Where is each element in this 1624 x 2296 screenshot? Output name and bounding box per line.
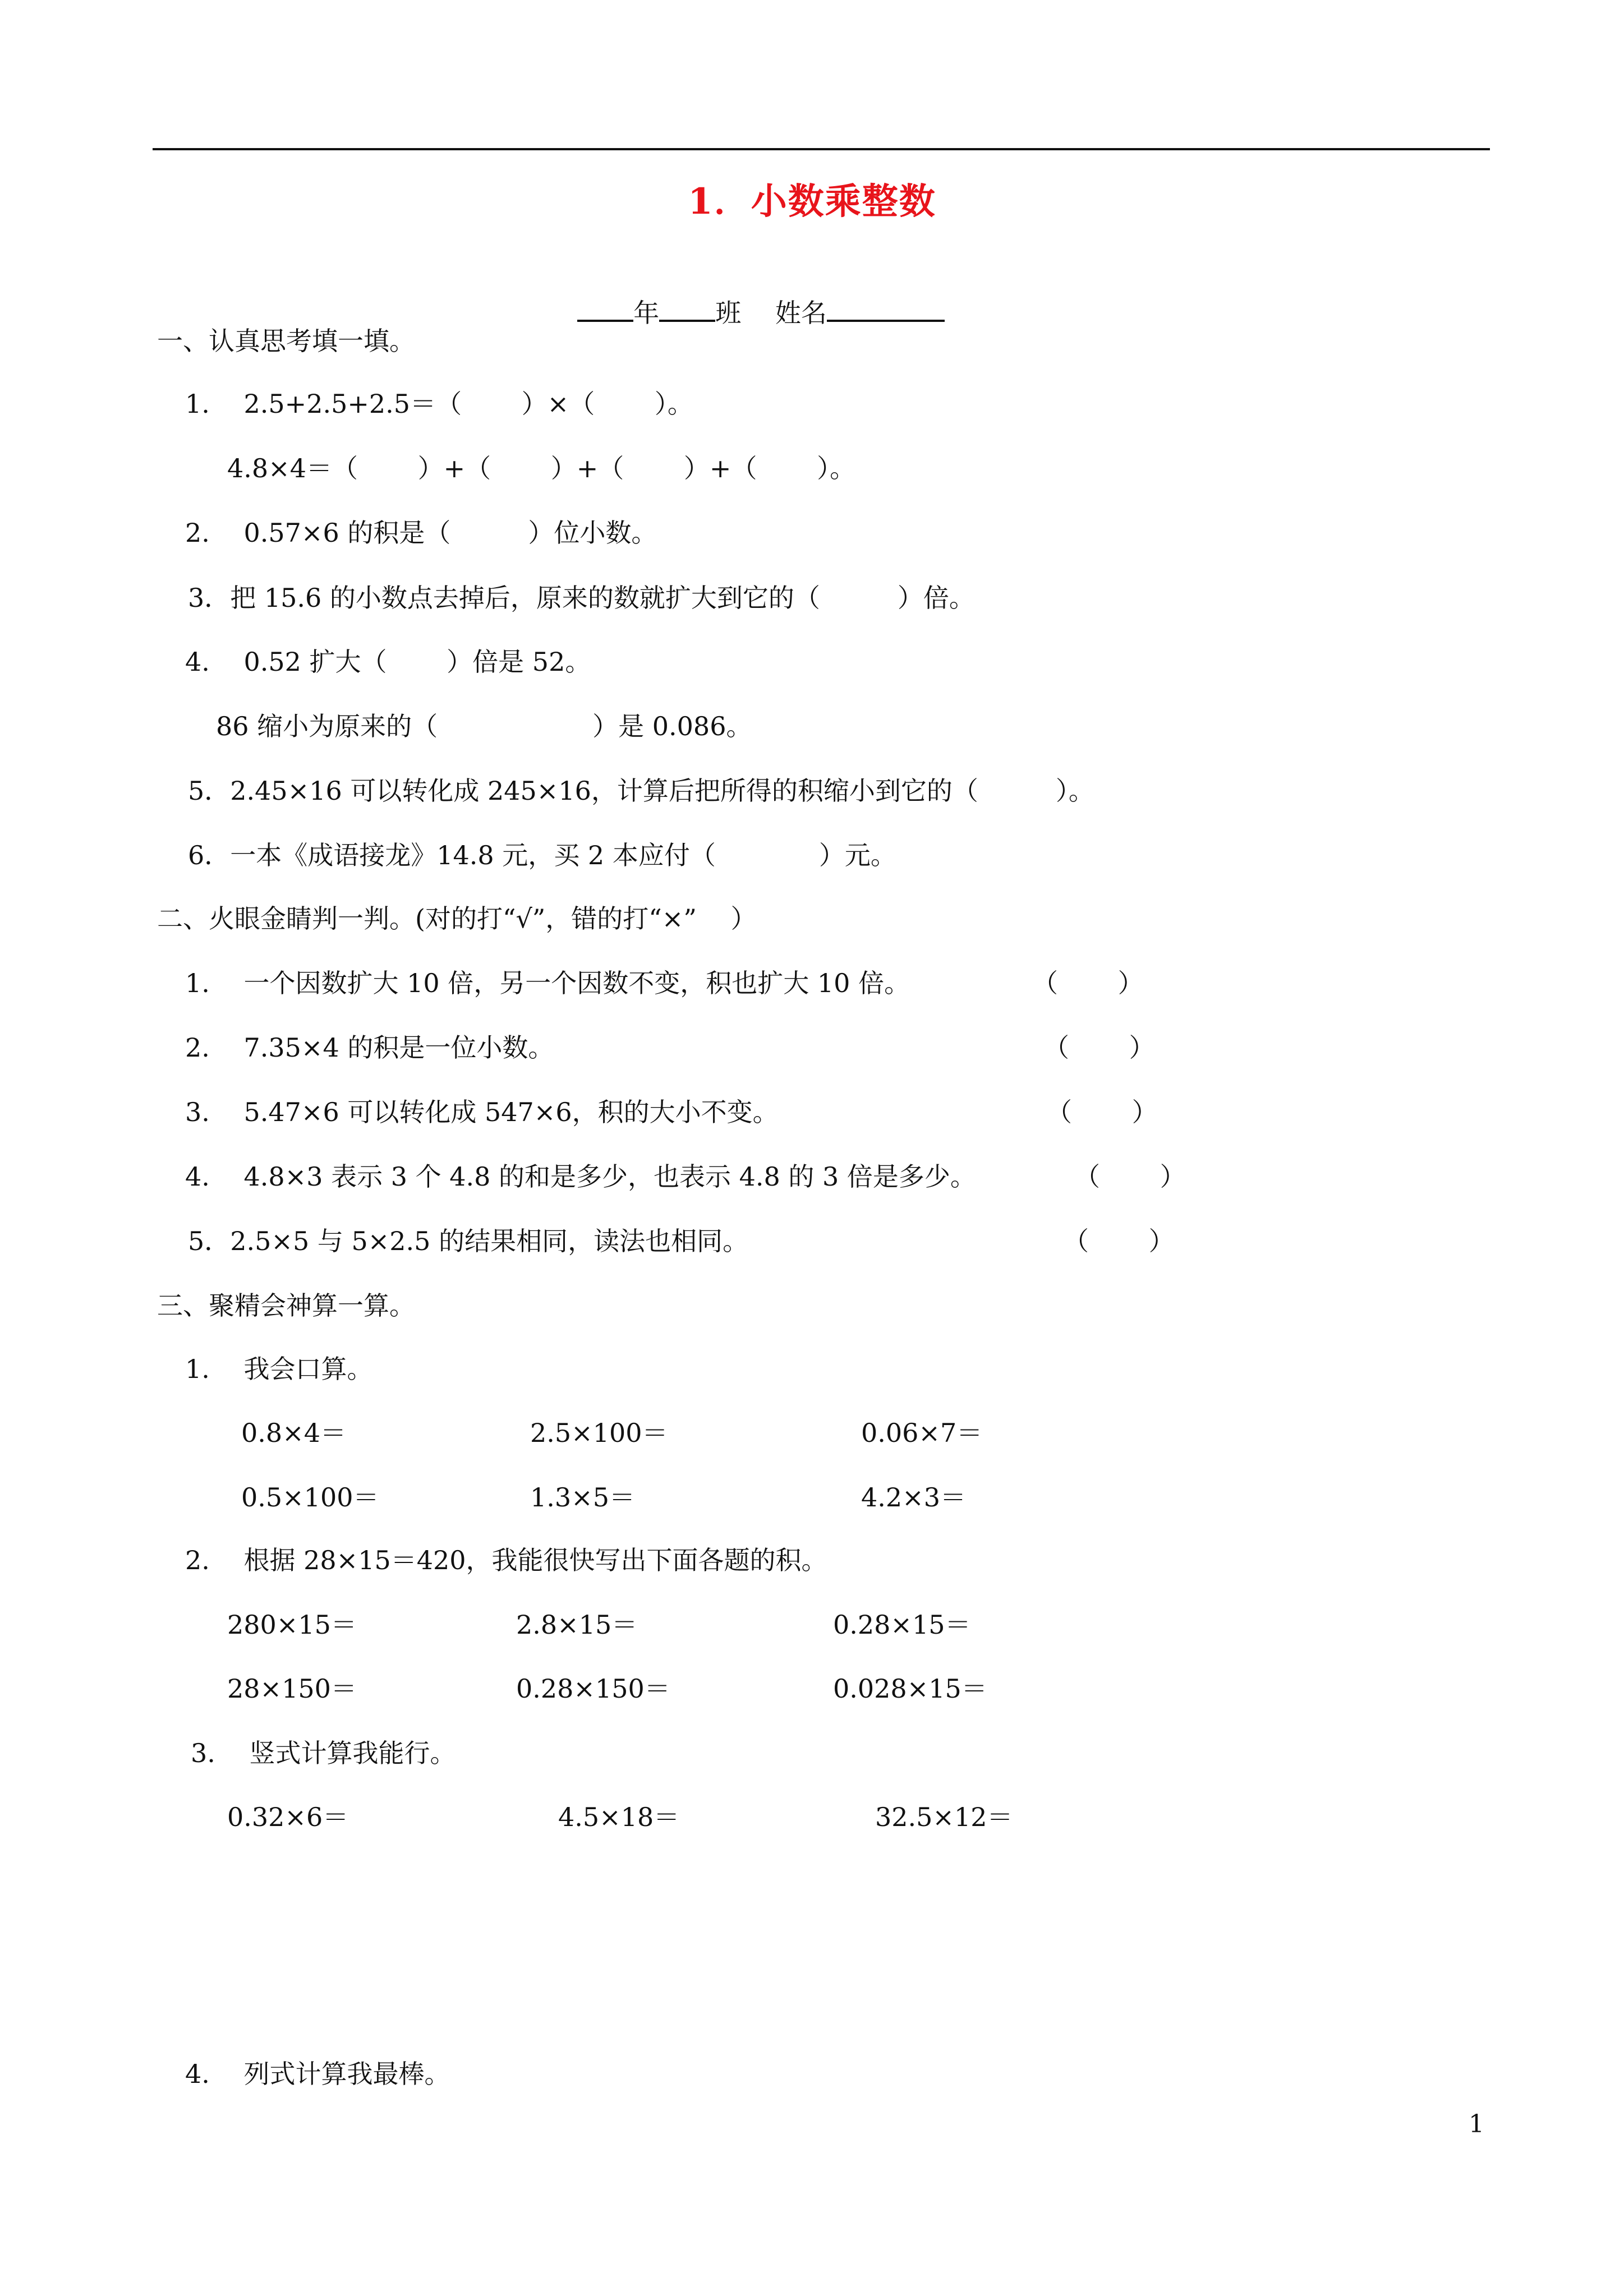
oral-item: 0.8×4＝	[241, 1418, 346, 1448]
header-rule	[153, 148, 1490, 150]
s2-answer-paren-1[interactable]: （ ）	[1032, 968, 1144, 998]
oral-item: 0.06×7＝	[861, 1418, 983, 1448]
s2-item-2: 2. 7.35×4 的积是一位小数。	[185, 1032, 554, 1063]
s1-q5: 5．2.45×16 可以转化成 245×16，计算后把所得的积缩小到它的（ ）。	[188, 776, 1094, 806]
s3-q4: 4. 列式计算我最棒。	[185, 2059, 450, 2089]
s1-q6: 6．一本《成语接龙》14.8 元，买 2 本应付（ ）元。	[188, 840, 896, 870]
vertical-calc-item: 4.5×18＝	[558, 1802, 680, 1832]
page-title: 1．小数乘整数	[688, 181, 936, 223]
s1-q4a: 4. 0.52 扩大（ ）倍是 52。	[185, 647, 591, 677]
oral-item: 4.2×3＝	[861, 1482, 966, 1513]
vertical-calc-item: 32.5×12＝	[875, 1802, 1013, 1832]
derive-item: 0.28×15＝	[833, 1610, 971, 1640]
s1-q2: 2. 0.57×6 的积是（ ）位小数。	[185, 518, 657, 548]
s2-item-3: 3. 5.47×6 可以转化成 547×6，积的大小不变。	[185, 1097, 779, 1127]
s1-q3: 3．把 15.6 的小数点去掉后，原来的数就扩大到它的（ ）倍。	[188, 583, 975, 613]
grade-label: 年	[633, 298, 660, 328]
name-blank[interactable]	[827, 292, 945, 322]
s3-q1: 1. 我会口算。	[185, 1354, 373, 1384]
derive-item: 0.28×150＝	[516, 1673, 670, 1704]
s2-item-4: 4. 4.8×3 表示 3 个 4.8 的和是多少，也表示 4.8 的 3 倍是多少。	[185, 1161, 976, 1192]
class-label: 班	[715, 298, 742, 328]
section3-heading: 三、聚精会神算一算。	[157, 1290, 415, 1321]
name-label: 姓名	[775, 298, 827, 328]
derive-item: 280×15＝	[227, 1610, 357, 1640]
class-blank[interactable]	[659, 292, 715, 322]
vertical-calc-item: 0.32×6＝	[227, 1802, 349, 1832]
s1-q1b: 4.8×4＝（ ）+（ ）+（ ）+（ ）。	[227, 453, 856, 483]
page-number: 1	[1469, 2110, 1484, 2138]
oral-item: 2.5×100＝	[530, 1418, 668, 1448]
s2-answer-paren-5[interactable]: （ ）	[1063, 1226, 1175, 1256]
derive-item: 0.028×15＝	[833, 1673, 987, 1704]
s3-q2: 2. 根据 28×15＝420，我能很快写出下面各题的积。	[185, 1545, 827, 1575]
s2-item-1: 1. 一个因数扩大 10 倍，另一个因数不变，积也扩大 10 倍。	[185, 968, 910, 998]
s2-answer-paren-3[interactable]: （ ）	[1046, 1097, 1158, 1127]
section1-heading: 一、认真思考填一填。	[157, 326, 415, 356]
oral-item: 1.3×5＝	[530, 1482, 635, 1513]
s2-answer-paren-4[interactable]: （ ）	[1074, 1161, 1186, 1192]
section2-heading: 二、火眼金睛判一判。(对的打“√”，错的打“×” ）	[157, 903, 757, 934]
s3-q3: 3. 竖式计算我能行。	[191, 1738, 456, 1768]
grade-blank[interactable]	[577, 292, 633, 322]
s1-q1a: 1. 2.5+2.5+2.5＝（ ）×（ ）。	[185, 389, 693, 419]
s2-answer-paren-2[interactable]: （ ）	[1043, 1032, 1155, 1063]
s2-item-5: 5．2.5×5 与 5×2.5 的结果相同，读法也相同。	[188, 1226, 749, 1256]
student-info-line	[561, 258, 945, 330]
oral-item: 0.5×100＝	[241, 1482, 379, 1513]
derive-item: 2.8×15＝	[516, 1610, 638, 1640]
derive-item: 28×150＝	[227, 1673, 357, 1704]
s1-q4b: 86 缩小为原来的（ ）是 0.086。	[216, 711, 752, 741]
